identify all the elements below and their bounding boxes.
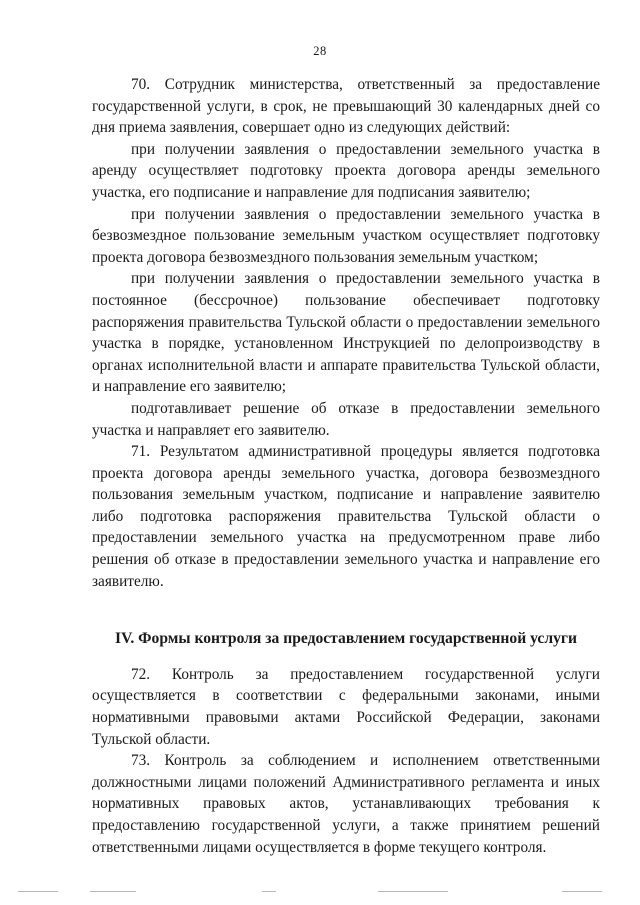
section-heading: IV. Формы контроля за предоставлением государственной услуги	[115, 630, 577, 648]
paragraph-70-option-refusal: подготавливает решение об отказе в предоставлении земельного участка и направляет его заявителю.	[92, 399, 600, 439]
page-number: 28	[313, 44, 327, 58]
paragraph-72: 72. Контроль за предоставлением государственной услуги осуществляется в соответствии с федеральными законами, иными нормативными правовыми актами Российской Федерации, законами Тульской области.	[92, 665, 600, 748]
paragraph-70-option-permanent-use: при получении заявления о предоставлении земельного участка в постоянное (бессрочное) пользование обеспечивает подготовку распоряжения правительства Тульской области о предоставлении земельного участка в порядке, установленном Инструкцией по делопроизводству в органах исполнительной власти и аппарате правительства Тульской области, и направление его заявителю;	[92, 270, 600, 396]
scan-artifact	[262, 891, 276, 892]
scan-artifact	[18, 891, 58, 892]
paragraph-73: 73. Контроль за соблюдением и исполнением ответственными должностными лицами положений Административного регламента и иных нормативных правовых актов, устанавливающих требования к предоставлению государственной услуги, а также принятием решений ответственными лицами осуществляется в форме текущего контроля.	[92, 752, 600, 856]
paragraph-71: 71. Результатом административной процедуры является подготовка проекта договора аренды земельного участка, договора безвозмездного пользования земельным участком, подписание и направление заявителю либо подготовка распоряжения правительства Тульской области о предоставлении земельного участка на предусмотренном праве либо решения об отказе в предоставлении земельного участка и направление его заявителю.	[92, 443, 600, 590]
scan-artifact	[378, 891, 448, 892]
scan-artifact	[90, 891, 136, 892]
scan-artifact	[562, 891, 602, 892]
paragraph-70: 70. Сотрудник министерства, ответственный за предоставление государственной услуги, в срок, не превышающий 30 календарных дней со дня приема заявления, совершает одно из следующих действий:	[92, 76, 600, 137]
paragraph-70-option-lease: при получении заявления о предоставлении земельного участка в аренду осуществляет подготовку проекта договора аренды земельного участка, его подписание и направление для подписания заявителю;	[92, 140, 600, 201]
document-body	[92, 74, 600, 858]
paragraph-70-option-free-use: при получении заявления о предоставлении земельного участка в безвозмездное пользование земельным участком осуществляет подготовку проекта договора безвозмездного пользования земельным участком;	[92, 205, 600, 266]
